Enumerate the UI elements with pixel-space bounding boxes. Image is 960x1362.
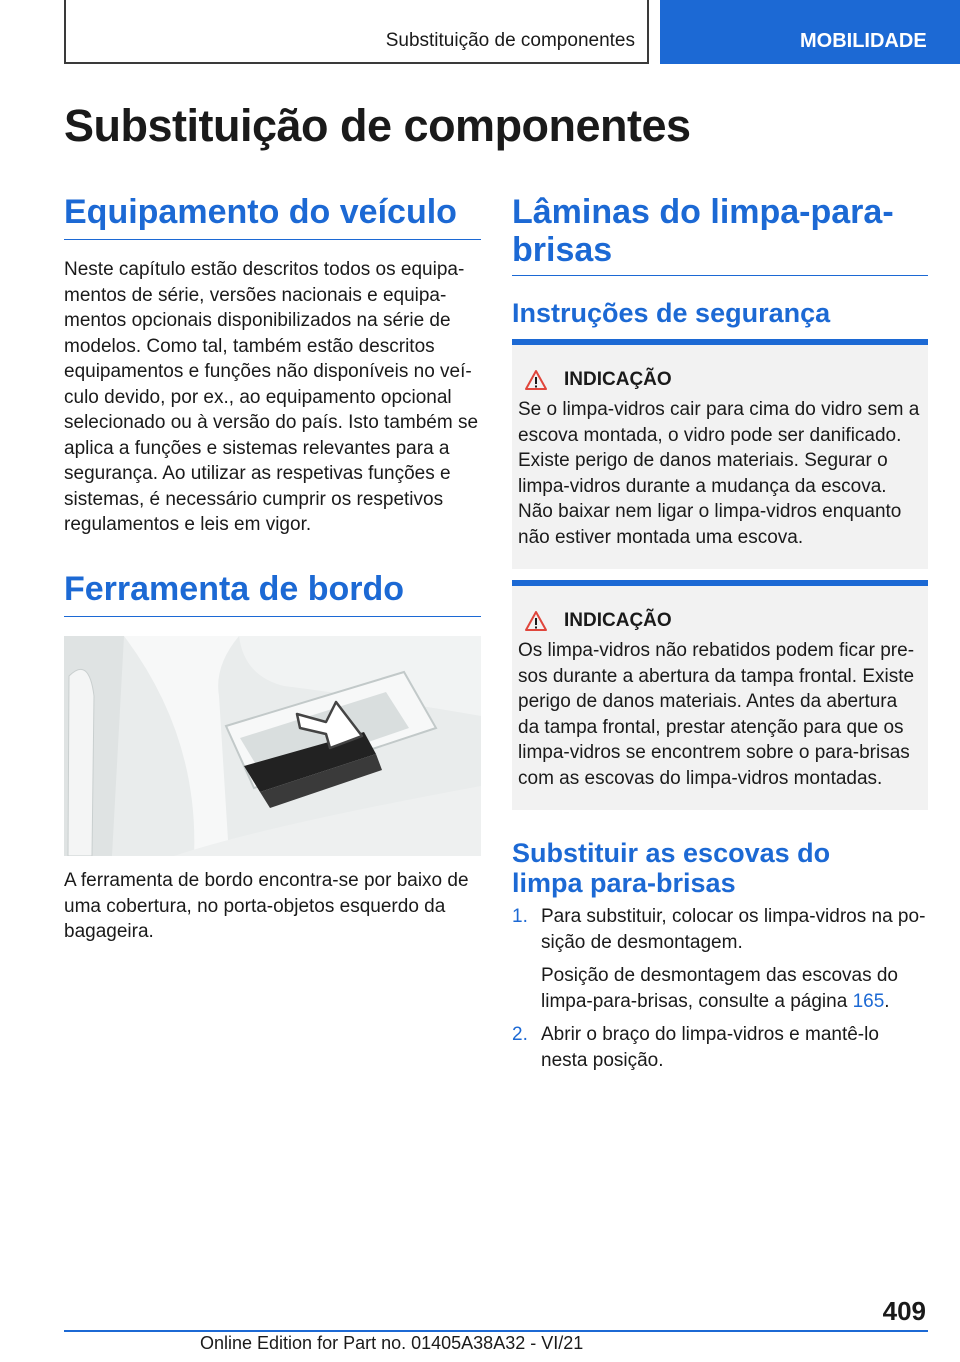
heading-vehicle-equipment: Equipamento do veículo — [64, 193, 481, 240]
notice-text: Os limpa-vidros não rebatidos podem ficar presos durante a abertura da tampa frontal. Existe perigo de danos materiais. Antes da abertura da tampa frontal, prestar atenção para que os limpa-vidros se encontrem sobre o para-brisas com as escovas do limpa-vidros montadas. — [518, 640, 915, 789]
step-text: Para substituir, colocar os limpa-vidros na posição de desmontagem. — [541, 906, 926, 953]
vehicle-equipment-text: Neste capítulo estão descritos todos os equipamentos de série, versões nacionais e equipamentos opcionais disponibilizados na série de modelos. Como tal, também estão descritos equipamentos e funções não disponíveis no veículo devido, por ex., ao equipamento opcional selecionado ou à versão do país. Isto também se aplica a funções e sistemas relevantes para a segurança. Ao utilizar as respetivas funções e sistemas, é necessário cumprir os respetivos regulamentos e leis em vigor. — [64, 259, 479, 535]
notice-text: Se o limpa-vidros cair para cima do vidro sem a escova montada, o vidro pode ser danificado. Existe perigo de danos materiais. Segurar o limpa-vidros durante a mudança da escova. Não baixar nem ligar o limpa-vidros enquanto não estiver montada uma escova. — [518, 399, 920, 548]
onboard-tool-photo — [64, 636, 481, 856]
heading-wiper-blades: Lâminas do limpa-para-brisas — [512, 193, 928, 276]
step-subtext: Posição de desmontagem das escovas do limpa-para-brisas, consulte a página 165. — [541, 965, 898, 1012]
page-title: Substituição de componentes — [64, 100, 691, 151]
replacement-steps-list — [512, 904, 928, 1081]
header-section-title: Substituição de componentes — [385, 30, 635, 51]
list-item — [512, 1022, 928, 1073]
footer-divider — [64, 1330, 928, 1332]
notice-title: INDICAÇÃO — [564, 369, 672, 390]
heading-safety-instructions: Instruções de segurança — [512, 298, 831, 328]
edition-footer-text: Online Edition for Part no. 01405A38A32 - VI/21 — [200, 1333, 584, 1353]
notice-box-2 — [512, 580, 928, 810]
step-text: Abrir o braço do limpa-vidros e mantê-lo nesta posição. — [541, 1024, 879, 1071]
warning-triangle-icon — [524, 369, 548, 391]
heading-replace-wiper-blades: Substituir as escovas do limpa para-brisas — [512, 838, 831, 898]
notice-box-1 — [512, 339, 928, 569]
trunk-storage-illustration — [64, 636, 481, 856]
page-number: 409 — [882, 1296, 926, 1326]
step-number: 1. — [512, 906, 528, 927]
list-item — [512, 904, 928, 1014]
page-reference-link[interactable]: 165 — [852, 990, 885, 1012]
heading-onboard-tool: Ferramenta de bordo — [64, 570, 481, 617]
notice-title: INDICAÇÃO — [564, 610, 672, 631]
warning-triangle-icon — [524, 610, 548, 632]
header-chapter-tab[interactable]: MOBILIDADE — [660, 0, 960, 64]
header-section-box — [64, 0, 649, 64]
onboard-tool-caption: A ferramenta de bordo encontra-se por baixo de uma cobertura, no porta-objetos esquerdo da bagageira. — [64, 870, 469, 942]
step-number: 2. — [512, 1024, 528, 1045]
